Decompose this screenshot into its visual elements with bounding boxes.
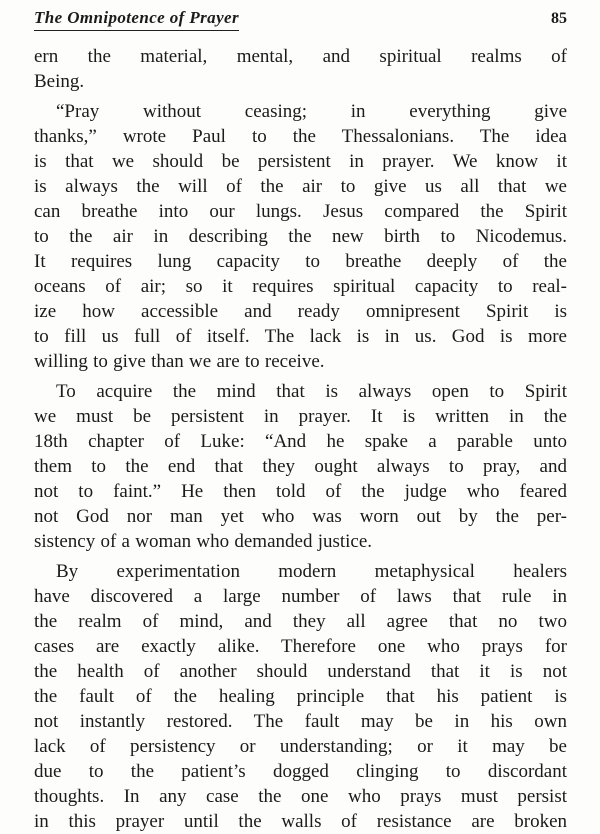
text-line: It requires lung capacity to breathe deeply of the [34,251,567,272]
paragraph [34,99,567,374]
text-line: not to faint.” He then told of the judge who feared [34,481,567,502]
text-line: willing to give than we are to receive. [34,351,325,372]
text-line: ern the material, mental, and spiritual realms of [34,46,567,67]
text-line: to the air in describing the new birth to Nicodemus. [34,226,567,247]
text-line: cases are exactly alike. Therefore one who prays for [34,636,567,657]
text-line: can breathe into our lungs. Jesus compared the Spirit [34,201,567,222]
text-line: “Pray without ceasing; in everything give [56,101,567,122]
paragraph [34,379,567,554]
text-line: not God nor man yet who was worn out by the per- [34,506,567,527]
text-line: in this prayer until the walls of resistance are broken [34,811,567,832]
text-line: Being. [34,71,85,92]
page-number: 85 [551,10,567,27]
text-line: By experimentation modern metaphysical healers [56,561,567,582]
text-line: due to the patient’s dogged clinging to discordant [34,761,567,782]
text-line: the realm of mind, and they all agree that no two [34,611,567,632]
chapter-title: The Omnipotence of Prayer [34,8,239,31]
text-line: thoughts. In any case the one who prays must persist [34,786,567,807]
text-line: ize how accessible and ready omnipresent Spirit is [34,301,567,322]
text-line: thanks,” wrote Paul to the Thessalonians. The idea [34,126,567,147]
paragraph [34,44,567,94]
text-line: is always the will of the air to give us all that we [34,176,567,197]
text-line: to fill us full of itself. The lack is in us. God is more [34,326,567,347]
paragraph [34,559,567,834]
text-line: have discovered a large number of laws that rule in [34,586,567,607]
text-line: lack of persistency or understanding; or it may be [34,736,567,757]
text-line: To acquire the mind that is always open to Spirit [56,381,567,402]
text-line: the health of another should understand that it is not [34,661,567,682]
text-line: them to the end that they ought always to pray, and [34,456,567,477]
page-header [34,8,567,31]
text-line: is that we should be persistent in prayer. We know it [34,151,567,172]
text-line: we must be persistent in prayer. It is written in the [34,406,567,427]
text-line: 18th chapter of Luke: “And he spake a parable unto [34,431,567,452]
body-text [34,44,567,834]
text-line: not instantly restored. The fault may be in his own [34,711,567,732]
text-line: oceans of air; so it requires spiritual capacity to real- [34,276,567,297]
text-line: sistency of a woman who demanded justice. [34,531,373,552]
text-line: the fault of the healing principle that his patient is [34,686,567,707]
